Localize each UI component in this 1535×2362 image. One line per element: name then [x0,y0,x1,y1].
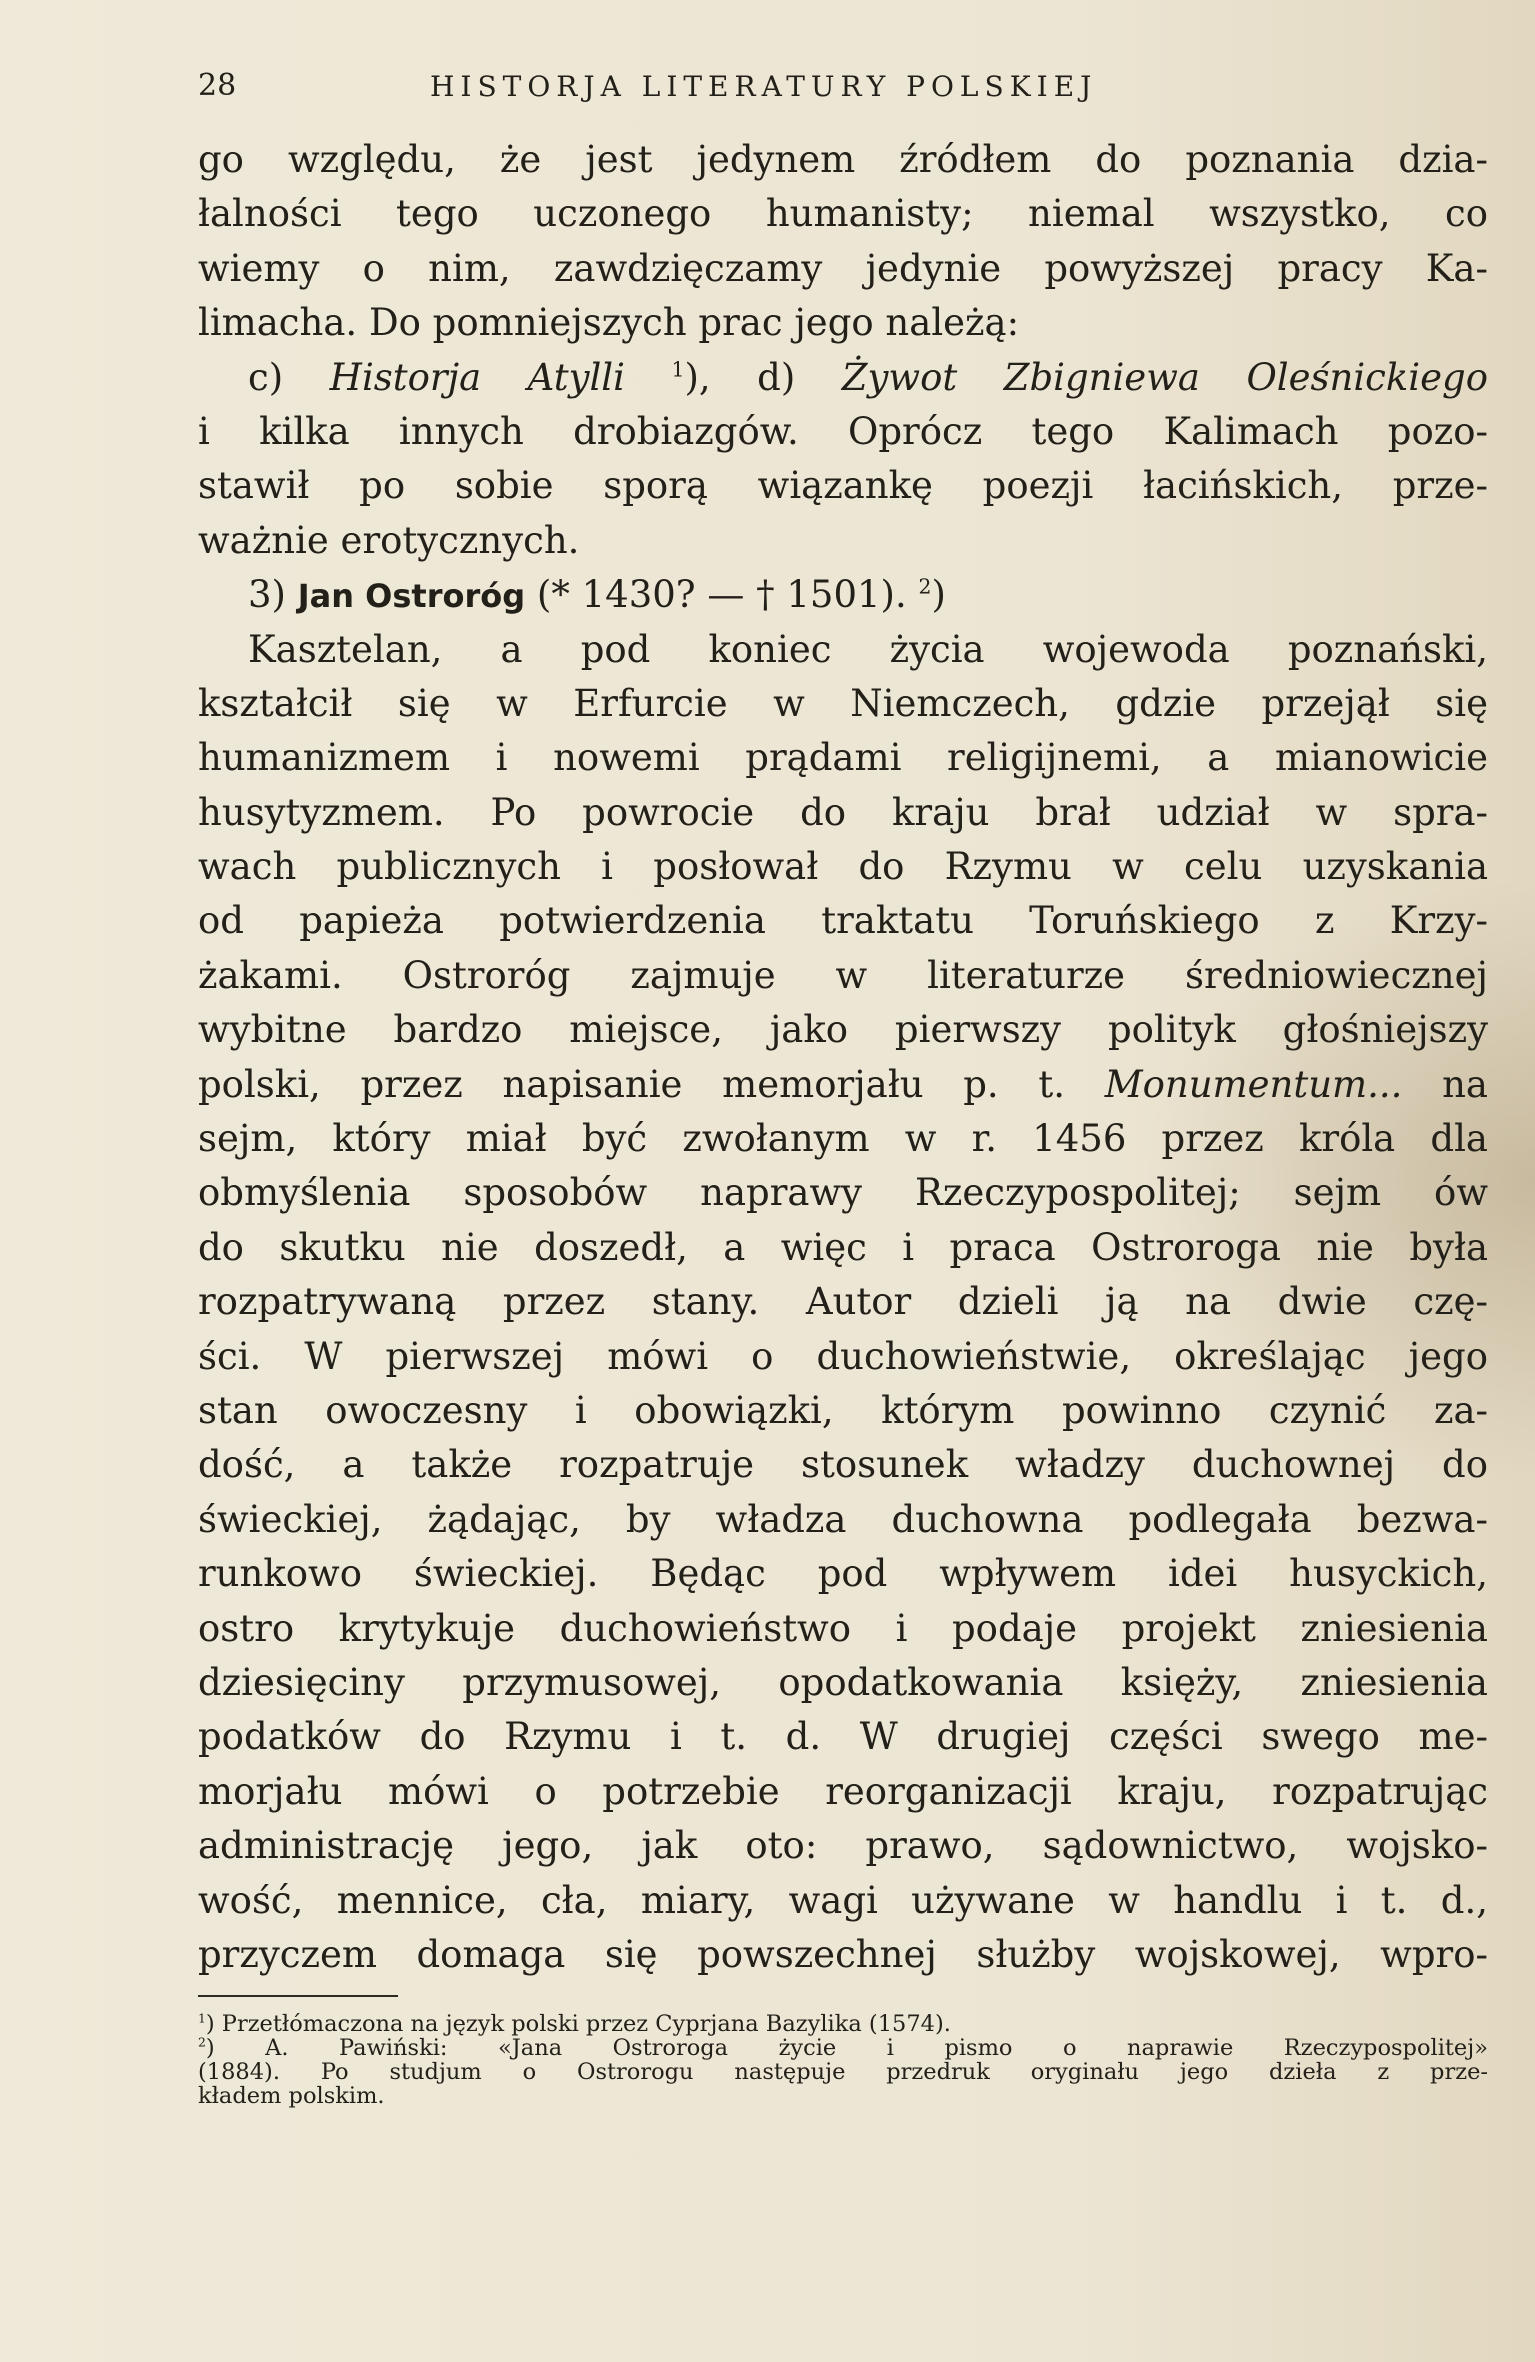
footnote-2 [198,2036,1488,2060]
text-line: żakami. Ostroróg zajmuje w literaturze średniowiecznej [198,953,1488,997]
text-line-works [198,351,1488,405]
text-segment: c) [248,355,330,399]
text-line: Kasztelan, a pod koniec życia wojewoda poznański, [248,627,1488,671]
running-title: HISTORJA LITERATURY POLSKIEJ [430,70,1098,103]
text-segment: ) [931,573,946,617]
footnote-mark: 1 [198,2012,206,2026]
footnote-text: ) A. Pawiński: «Jana Ostroroga życie i pismo o naprawie Rzeczypospolitej» [205,2036,1488,2060]
page-number: 28 [198,68,237,103]
text-line: runkowo świeckiej. Będąc pod wpływem idei husyckich, [198,1552,1488,1596]
footnote-text: ) Przetłómaczona na język polski przez Cyprjana Bazylika (1574). [205,2012,951,2036]
text-line: ostro krytykuje duchowieństwo i podaje projekt zniesienia [198,1606,1488,1650]
text-line: i kilka innych drobiazgów. Oprócz tego Kalimach pozo- [198,409,1488,453]
text-line: husytyzmem. Po powrocie do kraju brał udział w spra- [198,790,1488,834]
text-line: obmyślenia sposobów naprawy Rzeczypospolitej; sejm ów [198,1171,1488,1215]
heading-dates: (* 1430? — † 1501). [525,573,919,617]
footnote-ref-1: 1 [671,357,685,382]
text-segment: ), d) [684,355,842,399]
text-line: kształcił się w Erfurcie w Niemczech, gdzie przejął się [198,681,1488,725]
text-line: ważnie erotycznych. [198,518,580,562]
text-line: łalności tego uczonego humanisty; niemal wszystko, co [198,192,1488,236]
footnotes [198,2012,1488,2108]
text-line: wiemy o nim, zawdzięczamy jedynie powyższej pracy Ka- [198,246,1488,290]
heading-number: 3) [248,573,298,617]
page-header [198,62,1488,110]
footnote-divider [198,1995,398,1997]
text-segment: polski, przez napisanie memorjału p. t. [198,1062,1105,1106]
footnote-ref-2: 2 [918,574,932,599]
work-title-monumentum: Monumentum... [1104,1062,1403,1106]
text-line: świeckiej, żądając, by władza duchowna podlegała bezwa- [198,1497,1488,1541]
text-line: dość, a także rozpatruje stosunek władzy duchownej do [198,1443,1488,1487]
footnote-2-cont: (1884). Po studjum o Ostrorogu następuje przedruk oryginału jego dzieła z prze- [198,2060,1488,2084]
section-heading [198,568,1488,622]
text-line: do skutku nie doszedł, a więc i praca Ostroroga nie była [198,1225,1488,1269]
text-line: humanizmem i nowemi prądami religijnemi, a mianowicie [198,736,1488,780]
text-line: stawił po sobie sporą wiązankę poezji łacińskich, prze- [198,464,1488,508]
text-line: morjału mówi o potrzebie reorganizacji kraju, rozpatrując [198,1769,1488,1813]
work-title-historja-atylli: Historja Atylli [329,355,625,399]
text-line: wybitne bardzo miejsce, jako pierwszy polityk głośniejszy [198,1008,1488,1052]
footnote-1 [198,2012,1488,2036]
text-line: limacha. Do pomniejszych prac jego należą: [198,301,1020,345]
text-line: dziesięciny przymusowej, opodatkowania księży, zniesienia [198,1660,1488,1704]
body-text [198,133,1488,1982]
text-line: stan owoczesny i obowiązki, którym powinno czynić za- [198,1388,1488,1432]
work-title-zywot: Żywot Zbigniewa Oleśnickiego [841,355,1488,399]
footnote-2-cont: kładem polskim. [198,2084,385,2108]
text-line-monumentum [198,1058,1488,1112]
text-line: wość, mennice, cła, miary, wagi używane w handlu i t. d., [198,1878,1488,1922]
text-line: wach publicznych i posłował do Rzymu w celu uzyskania [198,845,1488,889]
text-line: rozpatrywaną przez stany. Autor dzieli ją na dwie czę- [198,1280,1488,1324]
text-segment: na [1402,1062,1488,1106]
text-line: podatków do Rzymu i t. d. W drugiej części swego me- [198,1715,1488,1759]
text-line: sejm, który miał być zwołanym w r. 1456 przez króla dla [198,1117,1488,1161]
footnote-mark: 2 [198,2036,206,2050]
heading-name: Jan Ostroróg [297,577,526,616]
text-line: od papieża potwierdzenia traktatu Toruńskiego z Krzy- [198,899,1488,943]
text-line: go względu, że jest jedynem źródłem do poznania dzia- [198,138,1488,181]
text-line: administrację jego, jak oto: prawo, sądownictwo, wojsko- [198,1824,1488,1868]
text-line: ści. W pierwszej mówi o duchowieństwie, określając jego [198,1334,1488,1378]
text-line: przyczem domaga się powszechnej służby wojskowej, wpro- [198,1932,1488,1976]
